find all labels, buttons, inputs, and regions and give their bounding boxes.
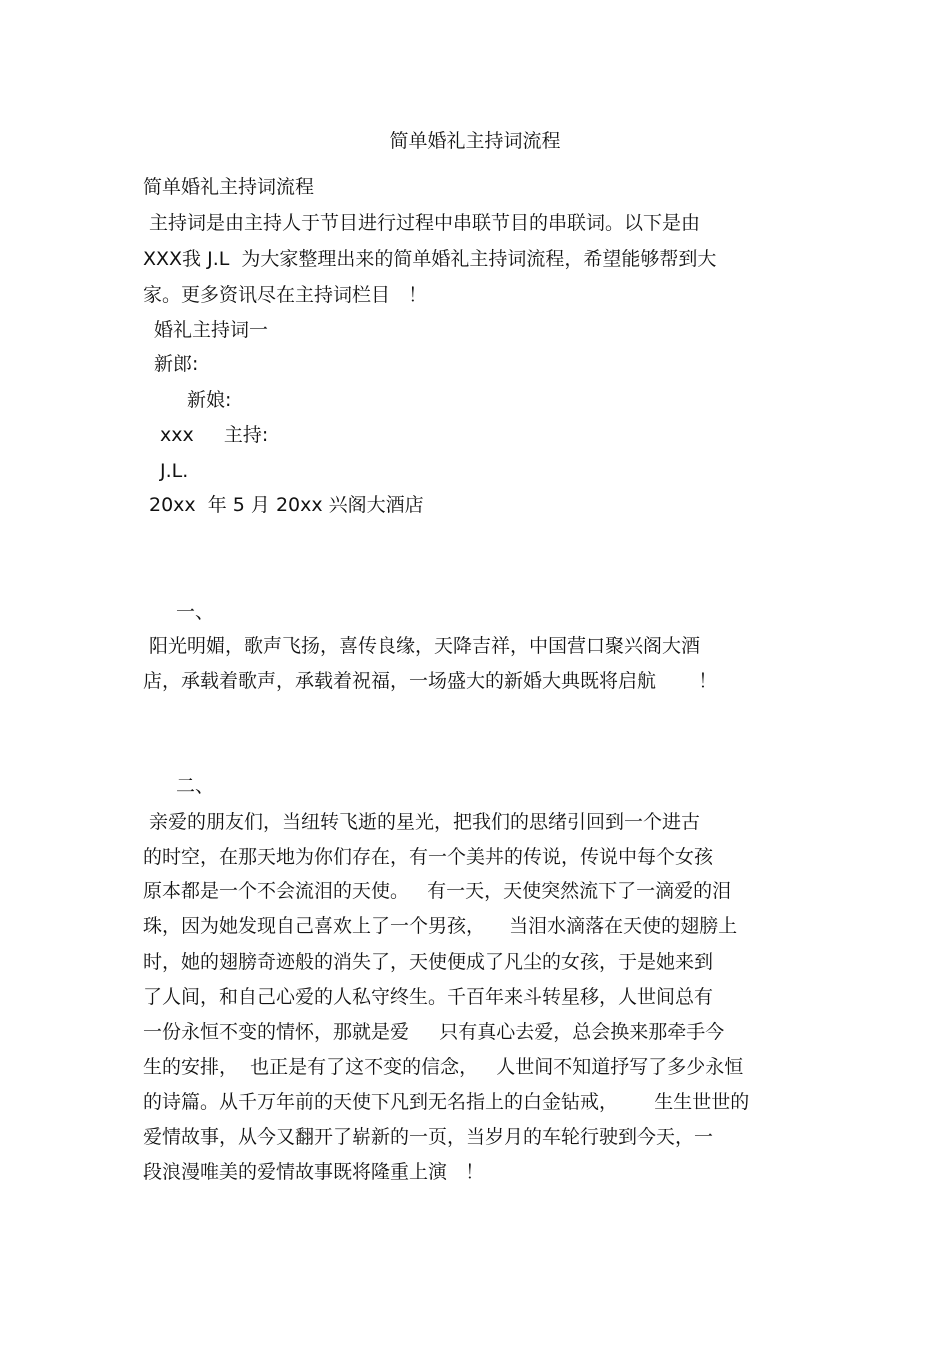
- part2-line-10: 爱情故事，从今又翻开了崭新的一页，当岁月的车轮行驶到今天，一: [143, 1126, 714, 1148]
- document-subtitle: 简单婚礼主持词流程: [143, 176, 315, 198]
- page-title: 简单婚礼主持词流程: [389, 130, 561, 152]
- date-venue: 20xx 年 5 月 20xx 兴阁大酒店: [149, 494, 424, 516]
- part1-line-2: 店，承载着歌声，承载着祝福，一场盛大的新婚大典既将启航 ！: [143, 670, 718, 692]
- intro-line-2: XXX我 J.L 为大家整理出来的简单婚礼主持词流程，希望能够帮到大: [143, 248, 717, 270]
- part1-line-1: 阳光明媚，歌声飞扬，喜传良缘，天降吉祥，中国营口聚兴阁大酒: [143, 635, 701, 657]
- part2-line-3: 原本都是一个不会流泪的天使。 有一天，天使突然流下了一滴爱的泪: [143, 880, 732, 902]
- intro-line-1: 主持词是由主持人于节目进行过程中串联节目的串联词。以下是由: [143, 212, 701, 234]
- bride-label: 新娘:: [187, 389, 232, 411]
- part1-number: 一、: [176, 601, 215, 623]
- part2-line-1: 亲爱的朋友们，当纽转飞逝的星光，把我们的思绪引回到一个进古: [143, 811, 701, 833]
- part2-line-11: 段浪漫唯美的爱情故事既将隆重上演 ！: [143, 1161, 485, 1183]
- intro-line-3: 家。更多资讯尽在主持词栏目 ！: [143, 284, 428, 306]
- part2-line-6: 了人间，和自己心爱的人私守终生。千百年来斗转星移，人世间总有: [143, 986, 714, 1008]
- part2-number: 二、: [176, 775, 215, 797]
- part2-line-2: 的时空，在那天地为你们存在，有一个美丼的传说，传说中每个女孩: [143, 846, 714, 868]
- part2-line-7: 一份永恒不变的情怀，那就是爱 只有真心去爱，总会换来那牵手今: [143, 1021, 725, 1043]
- groom-label: 新郎:: [154, 353, 199, 375]
- part2-line-8: 生的安排， 也正是有了这不变的信念， 人世间不知道抒写了多少永恒: [143, 1056, 744, 1078]
- part2-line-4: 珠，因为她发现自己喜欢上了一个男孩， 当泪水滴落在天使的翅膀上: [143, 915, 738, 937]
- host-label: xxx 主持:: [160, 424, 269, 446]
- host-name: J.L.: [160, 460, 189, 482]
- part2-line-5: 时，她的翅膀奇迹般的消失了，天使便成了凡尘的女孩，于是她来到: [143, 951, 714, 973]
- section-heading: 婚礼主持词一: [154, 319, 269, 341]
- part2-line-9: 的诗篇。从千万年前的天使下凡到无名指上的白金钻戒， 生生世世的: [143, 1091, 750, 1113]
